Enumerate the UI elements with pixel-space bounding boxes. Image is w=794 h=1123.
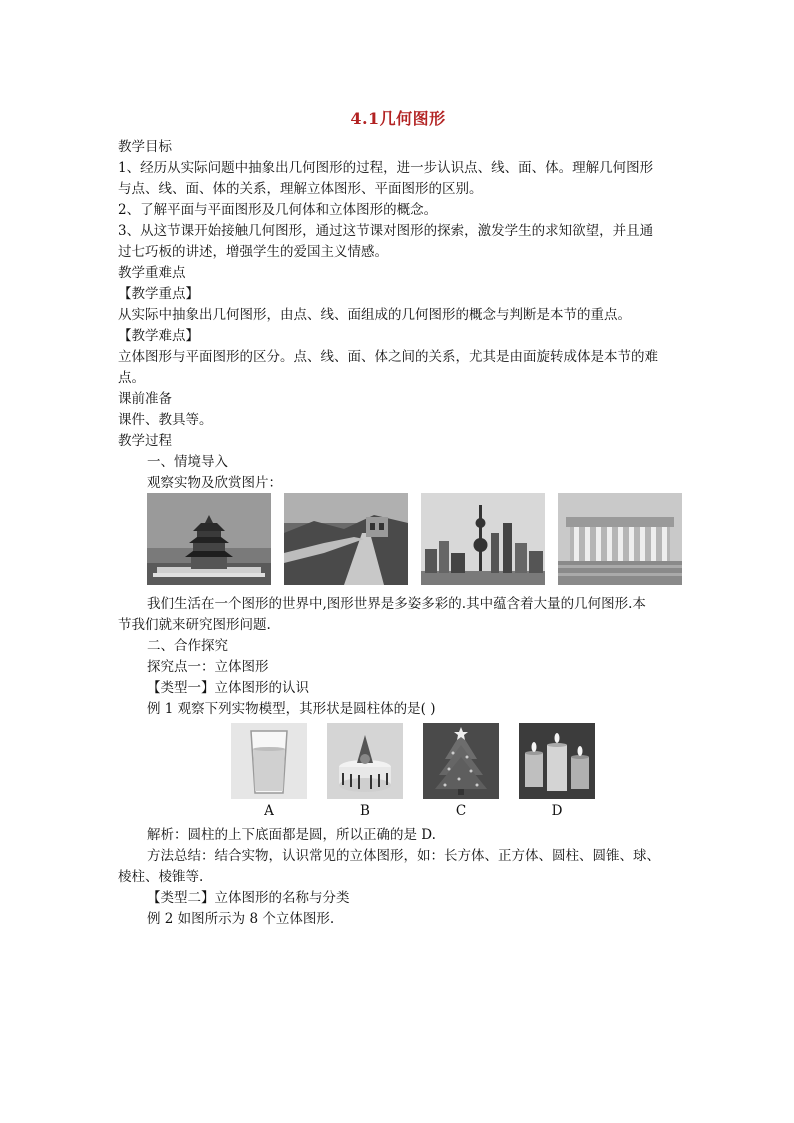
summary-line-2: 棱柱、棱锥等. [118, 869, 204, 885]
focus-text: 从实际中抽象出几何图形，由点、线、面组成的几何图形的概念与判断是本节的重点。 [118, 307, 631, 323]
heading-key-points: 教学重难点 [118, 265, 186, 281]
preparation-text: 课件、教具等。 [118, 412, 213, 428]
glass-of-water-image [231, 723, 307, 799]
heading-focus: 【教学重点】 [118, 286, 199, 302]
example-1-options [231, 723, 611, 801]
summary-line-1: 方法总结：结合实物，认识常见的立体图形，如：长方体、正方体、圆柱、圆锥、球、 [147, 848, 660, 864]
objective-3-line-2: 过七巧板的讲述，增强学生的爱国主义情感。 [118, 244, 388, 260]
option-b-label: B [360, 803, 370, 819]
candles-image [519, 723, 595, 799]
great-wall-image [284, 493, 408, 585]
type-2-heading: 【类型二】立体图形的名称与分类 [147, 890, 350, 906]
option-d-label: D [551, 803, 563, 819]
world-of-shapes-line-1: 我们生活在一个图形的世界中,图形世界是多姿多彩的.其中蕴含着大量的几何图形.本 [147, 596, 646, 612]
christmas-tree-image [423, 723, 499, 799]
heading-preparation: 课前准备 [118, 391, 172, 407]
observe-text: 观察实物及欣赏图片： [147, 475, 282, 491]
section-explore: 二、合作探究 [147, 638, 228, 654]
analysis-text: 解析：圆柱的上下底面都是圆，所以正确的是 D. [147, 827, 436, 843]
difficulty-line-1: 立体图形与平面图形的区分。点、线、面、体之间的关系，尤其是由面旋转成体是本节的难 [118, 349, 658, 365]
lincoln-memorial-image [558, 493, 682, 585]
objective-1-line-1: 1、经历从实际问题中抽象出几何图形的过程，进一步认识点、线、面、体。理解几何图形 [118, 160, 654, 176]
option-c-label: C [455, 803, 467, 819]
example-1: 例 1 观察下列实物模型，其形状是圆柱体的是( ) [147, 701, 436, 717]
difficulty-line-2: 点。 [118, 370, 145, 386]
objective-3-line-1: 3、从这节课开始接触几何图形，通过这节课对图形的探索，激发学生的求知欲望，并且通 [118, 223, 654, 239]
shanghai-skyline-image [421, 493, 545, 585]
heading-objectives: 教学目标 [118, 139, 172, 155]
heading-process: 教学过程 [118, 433, 172, 449]
explore-point-1: 探究点一：立体图形 [147, 659, 269, 675]
heading-difficulty: 【教学难点】 [118, 328, 199, 344]
section-intro: 一、情境导入 [147, 454, 228, 470]
objective-2: 2、了解平面与平面图形及几何体和立体图形的概念。 [118, 202, 438, 218]
objective-1-line-2: 与点、线、面、体的关系，理解立体图形、平面图形的区别。 [118, 181, 483, 197]
landmark-photos [147, 493, 687, 587]
option-a-label: A [264, 803, 274, 819]
example-2: 例 2 如图所示为 8 个立体图形. [147, 911, 335, 927]
temple-of-heaven-image [147, 493, 271, 585]
cake-image [327, 723, 403, 799]
page-title: 4.1几何图形 [350, 109, 446, 128]
type-1-heading: 【类型一】立体图形的认识 [147, 680, 309, 696]
world-of-shapes-line-2: 节我们就来研究图形问题. [118, 617, 271, 633]
